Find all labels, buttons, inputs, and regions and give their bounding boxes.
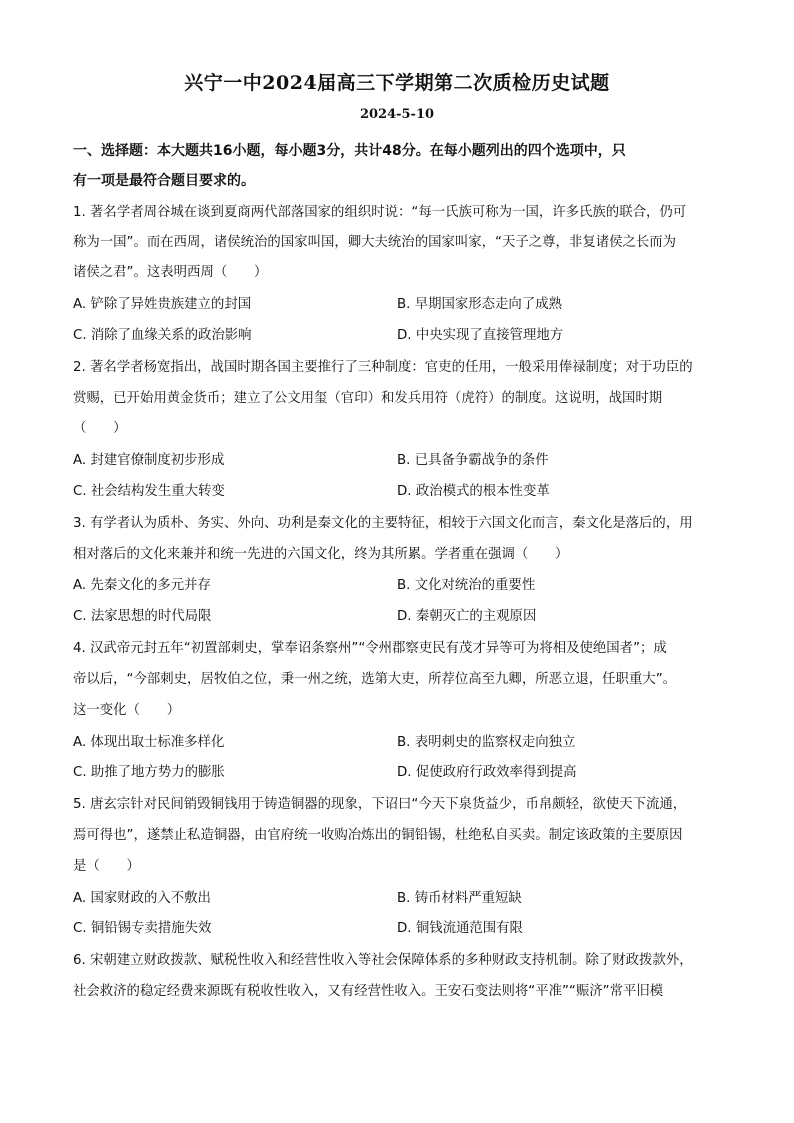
- question-1-line-2: 称为一国”。而在西周，诸侯统治的国家叫国，卿大夫统治的国家叫家，“天子之尊，非复诸侯之长而为: [73, 235, 677, 250]
- question-4-line-1: 4. 汉武帝元封五年“初置部刺史，掌奉诏条察州”“令州郡察吏民有茂才异等可为将相及使绝国者”；成: [73, 641, 667, 656]
- question-3-option-b: B. 文化对统治的重要性: [397, 578, 536, 593]
- question-2-line-2: 赏赐，已开始用黄金货币；建立了公文用玺（官印）和发兵用符（虎符）的制度。这说明，战国时期: [73, 391, 663, 406]
- question-1-option-c: C. 消除了血缘关系的政治影响: [73, 328, 252, 343]
- question-1-line-3: 诸侯之君”。这表明西周（ ）: [73, 265, 268, 280]
- question-5-option-a: A. 国家财政的入不敷出: [73, 891, 211, 906]
- section-heading-line-1: 一、选择题：本大题共16小题，每小题3分，共计48分。在每小题列出的四个选项中，只: [73, 143, 626, 159]
- question-4-line-3: 这一变化（ ）: [73, 703, 181, 718]
- question-3-option-c: C. 法家思想的时代局限: [73, 609, 212, 624]
- question-1-option-a: A. 铲除了异姓贵族建立的封国: [73, 297, 252, 312]
- question-2-line-3: （ ）: [73, 421, 127, 436]
- page-title: 兴宁一中2024届高三下学期第二次质检历史试题: [184, 72, 610, 94]
- question-1-option-b: B. 早期国家形态走向了成熟: [397, 297, 562, 312]
- question-5-line-1: 5. 唐玄宗针对民间销毁铜钱用于铸造铜器的现象，下诏曰“今天下泉货益少，币帛颇轻，欲使天下流通，: [73, 797, 687, 812]
- question-2-line-1: 2. 著名学者杨宽指出，战国时期各国主要推行了三种制度：官吏的任用，一般采用俸禄制度；对于功臣的: [73, 360, 693, 375]
- question-2-option-b: B. 已具备争霸战争的条件: [397, 453, 549, 468]
- question-2-option-a: A. 封建官僚制度初步形成: [73, 453, 225, 468]
- question-5-line-2: 焉可得也”，遂禁止私造铜器，由官府统一收购冶炼出的铜铅锡，杜绝私自买卖。制定该政策的主要原因: [73, 828, 683, 843]
- question-5-option-d: D. 铜钱流通范围有限: [397, 921, 523, 936]
- question-6-line-1: 6. 宋朝建立财政拨款、赋税性收入和经营性收入等社会保障体系的多种财政支持机制。除了财政拨款外，: [73, 953, 693, 968]
- exam-date: 2024-5-10: [359, 107, 435, 122]
- question-4-option-c: C. 助推了地方势力的膨胀: [73, 765, 225, 780]
- question-4-line-2: 帝以后，“今部刺史，居牧伯之位，秉一州之统，选第大吏，所荐位高至九卿，所恶立退，任职重大”。: [73, 672, 677, 687]
- question-5-option-b: B. 铸币材料严重短缺: [397, 891, 522, 906]
- question-4-option-a: A. 体现出取士标准多样化: [73, 735, 225, 750]
- question-3-line-2: 相对落后的文化来兼并和统一先进的六国文化，终为其所累。学者重在强调（ ）: [73, 547, 569, 562]
- question-1-line-1: 1. 著名学者周谷城在谈到夏商两代部落国家的组织时说：“每一氏族可称为一国，许多氏族的联合，仍可: [73, 205, 687, 220]
- section-heading-line-2: 有一项是最符合题目要求的。: [73, 173, 255, 189]
- question-2-option-c: C. 社会结构发生重大转变: [73, 484, 225, 499]
- question-2-option-d: D. 政治模式的根本性变革: [397, 484, 550, 499]
- question-3-option-a: A. 先秦文化的多元并存: [73, 578, 211, 593]
- question-5-line-3: 是（ ）: [73, 859, 140, 874]
- question-4-option-d: D. 促使政府行政效率得到提高: [397, 765, 577, 780]
- question-3-line-1: 3. 有学者认为质朴、务实、外向、功利是秦文化的主要特征，相较于六国文化而言，秦文化是落后的，用: [73, 516, 693, 531]
- question-1-option-d: D. 中央实现了直接管理地方: [397, 328, 564, 343]
- question-6-line-2: 社会救济的稳定经费来源既有税收性收入，又有经营性收入。王安石变法则将“平准”“赈济”常平旧模: [73, 984, 664, 999]
- question-4-option-b: B. 表明刺史的监察权走向独立: [397, 735, 576, 750]
- question-3-option-d: D. 秦朝灭亡的主观原因: [397, 609, 537, 624]
- question-5-option-c: C. 铜铅锡专卖措施失效: [73, 921, 212, 936]
